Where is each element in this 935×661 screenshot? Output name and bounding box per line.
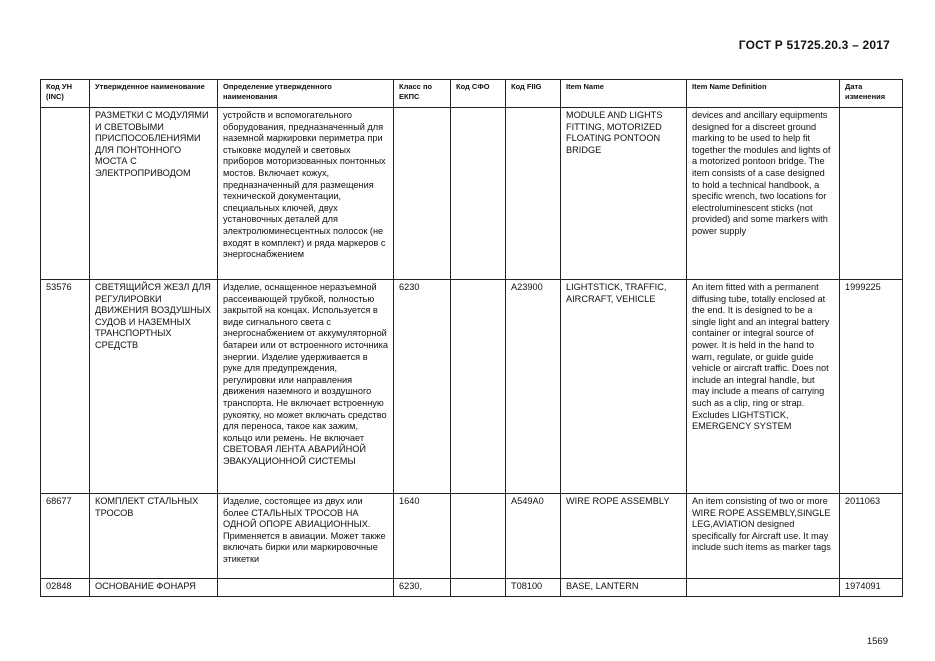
table-row (41, 494, 903, 579)
cell-fiig: A549A0 (506, 494, 561, 579)
col-header-item-definition: Item Name Definition (687, 80, 840, 108)
table-row (41, 280, 903, 494)
cell-sfo (451, 494, 506, 579)
col-header-item-name: Item Name (561, 80, 687, 108)
cell-item-definition: An item consisting of two or more WIRE ROPE ASSEMBLY,SINGLE LEG,AVIATION designed specifically for Aircraft use. It may include such items as marker tags (687, 494, 840, 579)
cell-inc: 53576 (41, 280, 90, 494)
table-row (41, 579, 903, 597)
cell-inc: 68677 (41, 494, 90, 579)
col-header-inc: Код УН (INC) (41, 80, 90, 108)
cell-sfo (451, 579, 506, 597)
cell-item-definition (687, 579, 840, 597)
cell-definition: Изделие, состоящее из двух или более СТАЛЬНЫХ ТРОСОВ НА ОДНОЙ ОПОРЕ АВИАЦИОННЫХ. Применяется в авиации. Может также включать бирки или маркировочные этикетки (218, 494, 394, 579)
col-header-fiig: Код FIIG (506, 80, 561, 108)
col-header-definition: Определение утвержденного наименования (218, 80, 394, 108)
cell-inc (41, 108, 90, 280)
cell-fiig (506, 108, 561, 280)
cell-fiig: T08100 (506, 579, 561, 597)
cell-definition: Изделие, оснащенное неразъемной рассеивающей трубкой, полностью закрытой на концах. Используется в виде сигнального света с энергоснабжением от аккумуляторной батареи или от встроенного источника энергии. Изделие удерживается в руке для предупреждения, регулировки или направления движения наземного и воздушного транспорта. Не включает встроенную рукоятку, но может включать средство для переноса, такое как зажим, кольцо или ремень. Не включает СВЕТОВАЯ ЛЕНТА АВАРИЙНОЙ ЭВАКУАЦИОННОЙ СИСТЕМЫ (218, 280, 394, 494)
cell-class: 6230 (394, 280, 451, 494)
cell-sfo (451, 108, 506, 280)
cell-item-definition: An item fitted with a permanent diffusing tube, totally enclosed at the end. It is designed to be a single light and an integral battery container or integral source of power. It is held in the hand to warn, regulate, or guide guide vehicle or aircraft traffic. Does not include an integral handle, but may include a means of carrying such as a clip, ring or strap. Excludes LIGHTSTICK, EMERGENCY SYSTEM (687, 280, 840, 494)
cell-item-name: MODULE AND LIGHTS FITTING, MOTORIZED FLOATING PONTOON BRIDGE (561, 108, 687, 280)
cell-class: 6230, (394, 579, 451, 597)
cell-sfo (451, 280, 506, 494)
cell-item-name: WIRE ROPE ASSEMBLY (561, 494, 687, 579)
cell-definition (218, 579, 394, 597)
document-id: ГОСТ Р 51725.20.3 – 2017 (738, 38, 890, 52)
cell-date (840, 108, 903, 280)
col-header-sfo: Код СФО (451, 80, 506, 108)
col-header-class: Класс по ЕКПС (394, 80, 451, 108)
cell-approved-name: КОМПЛЕКТ СТАЛЬНЫХ ТРОСОВ (90, 494, 218, 579)
cell-approved-name: СВЕТЯЩИЙСЯ ЖЕЗЛ ДЛЯ РЕГУЛИРОВКИ ДВИЖЕНИЯ ВОЗДУШНЫХ СУДОВ И НАЗЕМНЫХ ТРАНСПОРТНЫХ СРЕДСТВ (90, 280, 218, 494)
cell-class (394, 108, 451, 280)
cell-class: 1640 (394, 494, 451, 579)
cell-item-definition: devices and ancillary equipments designed for a discreet ground marking to be used to help fit together the modules and lights of a motorized pontoon bridge. The item consists of a case designed to hold a technical handbook, a specific wrench, two locations for electroluminescent sticks (not provided) and some markers with power supply (687, 108, 840, 280)
catalog-table (40, 79, 903, 597)
col-header-date: Дата изменения (840, 80, 903, 108)
cell-approved-name: РАЗМЕТКИ С МОДУЛЯМИ И СВЕТОВЫМИ ПРИСПОСОБЛЕНИЯМИ ДЛЯ ПОНТОННОГО МОСТА С ЭЛЕКТРОПРИВОДОМ (90, 108, 218, 280)
cell-definition: устройств и вспомогательного оборудования, предназначенный для наземной маркировки периметра при стыковке модулей и световых приборов моторизованных понтонных мостов. Включает кожух, предназначенный для размещения технической документации, специальных ключей, двух установочных деталей для электролюминесцентных полосок (не входят в комплект) и ряда маркеров с энергоснабжением (218, 108, 394, 280)
cell-date: 2011063 (840, 494, 903, 579)
table-header-row (41, 80, 903, 108)
cell-approved-name: ОСНОВАНИЕ ФОНАРЯ (90, 579, 218, 597)
cell-date: 1974091 (840, 579, 903, 597)
table-row (41, 108, 903, 280)
cell-date: 1999225 (840, 280, 903, 494)
cell-item-name: LIGHTSTICK, TRAFFIC, AIRCRAFT, VEHICLE (561, 280, 687, 494)
cell-fiig: A23900 (506, 280, 561, 494)
page-number: 1569 (866, 636, 888, 647)
cell-inc: 02848 (41, 579, 90, 597)
col-header-approved-name: Утвержденное наименование (90, 80, 218, 108)
cell-item-name: BASE, LANTERN (561, 579, 687, 597)
